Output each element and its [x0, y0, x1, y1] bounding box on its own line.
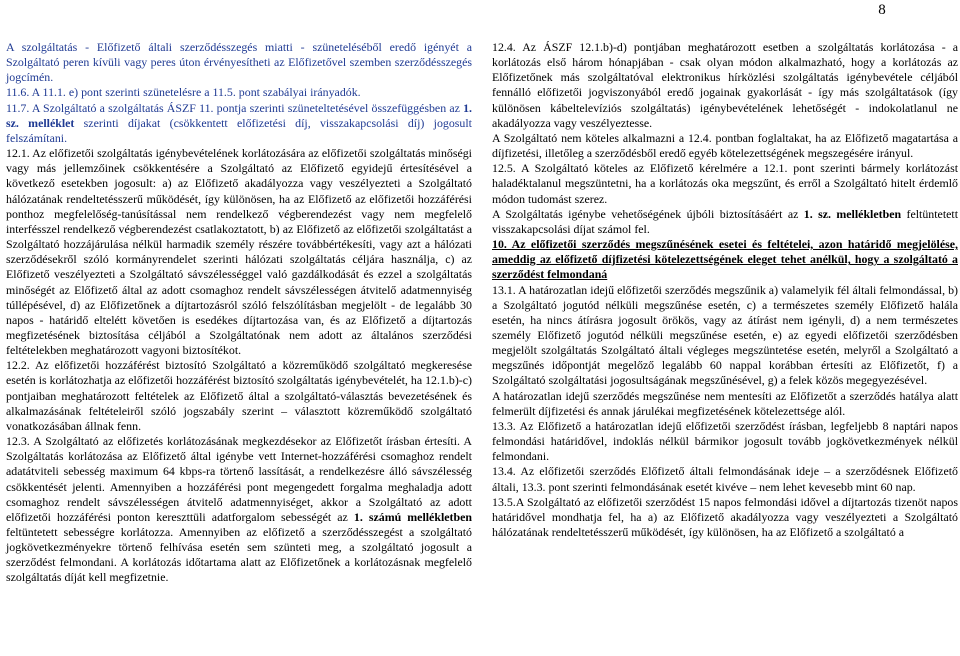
- right-paragraph-reconnection-fee: [492, 207, 958, 237]
- annex-1-fee-reference: 1. sz. mellékletben: [803, 206, 902, 221]
- reconnection-text-c: feltüntetett visszakapcsolási díjat számol fel.: [492, 206, 959, 236]
- left-column: [6, 40, 472, 586]
- left-paragraph-12-3: [6, 434, 472, 586]
- annex-1-reference: 1. sz. melléklet: [6, 100, 472, 130]
- p-11-7-text-a: 11.7. A Szolgáltató a szolgáltatás ÁSZF 11. pontja szerinti szüneteltetésével összefüggésben az: [6, 100, 464, 115]
- left-paragraph-11-7: [6, 101, 472, 146]
- reconnection-text-a: A Szolgáltatás igénybe vehetőségének újbóli biztosításáért az: [492, 206, 804, 221]
- p-11-7-text-c: szerinti díjakat (csökkentett előfizetési díj, visszakapcsolási díj) jogosult felszámítani.: [6, 115, 472, 145]
- right-paragraph-13-2: A határozatlan idejű szerződés megszűnése nem mentesíti az Előfizetőt a szerződés hatálya alatt felmerült díjfizetési és annak járulékai megfizetésének kötelezettsége alól.: [492, 388, 958, 418]
- right-paragraph-12-4: 12.4. Az ÁSZF 12.1.b)-d) pontjában meghatározott esetben a szolgáltatás korlátozása - a korlátozás első három hónapjában - csak olyan módon alkalmazható, hogy a korlátozás az Előfizetőnek más szolgáltatóval elektronikus hírközlési szolgáltatás igénybevétele céljából fennálló előfizetői jogviszonyából eredő jogainak gyakorlását - így más szolgáltatások (így különösen kábeltelevíziós szolgáltatás) igénybevételének lehetőségét - indokolatlanul ne akadályozza vagy veszélyeztesse.: [492, 40, 958, 130]
- page-number: 8: [878, 2, 886, 18]
- right-paragraph-13-5: 13.5.A Szolgáltató az előfizetői szerződést 15 napos felmondási idővel a díjtartozás tizenöt napos határidővel mondhatja fel, ha a) az Előfizető akadályozza vagy veszélyezteti a Szolgáltató hálózatának rendeltetésszerű működését, így különösen, ha az Előfizető a szolgáltató a: [492, 494, 958, 539]
- right-paragraph-13-3: 13.3. Az Előfizető a határozatlan idejű előfizetői szerződést írásban, legfeljebb 8 naptári napos felmondási határidővel, indoklás nélkül bármikor jogosult tovább jogkövetkezmények nélkül felmondani.: [492, 418, 958, 464]
- annex-1-speed-reference: 1. számú mellékletben: [353, 509, 472, 524]
- right-paragraph-13-4: 13.4. Az előfizetői szerződés Előfizető általi felmondásának ideje – a szerződésnek Előfizető általi, 13.3. pont szerinti felmondásának esetét kivéve – nem lehet kevesebb mint 60 nap.: [492, 464, 958, 494]
- section-10-heading: 10. Az előfizetői szerződés megszűnésének esetei és feltételei, azon határidő megjelölése, ameddig az előfizető díjfizetési kötelezettségének eleget tehet anélkül, hogy a szolgáltató a szerződést felmondaná: [492, 237, 958, 282]
- left-paragraph-12-2: 12.2. Az előfizetői hozzáférést biztosító Szolgáltató a közreműködő szolgáltató megkeresése esetén is korlátozhatja az előfizetői hozzáférést biztosító szolgáltatás igénybevételét, ha 12.1.b)-c) pontjaiban meghatározott feltételek az Előfizető által a szolgáltató-választás bevezetésének és alkalmazásának feltételeiről szóló jogszabály szerint – választott közreműködő szolgáltató vonatkozásában állnak fenn.: [6, 358, 472, 433]
- p-12-3-text-c: feltüntetett sebességre korlátozza. Amennyiben az előfizető a szerződésszegést a szolgáltató jogkövetkezményekre törtenő felhívása esetén sem szünteti meg, a szolgáltató jogosult a szerződést felmondani. A korlátozás időtartama alatt az Előfizetőnek a korlátozásnak megfelelő szolgáltatás díját kell megfizetnie.: [6, 525, 472, 585]
- right-paragraph-12-5: 12.5. A Szolgáltató köteles az Előfizető kérelmére a 12.1. pont szerinti bármely korlátozást haladéktalanul megszüntetni, ha a korlátozás oka megszűnt, és erről a Szolgáltató hitelt érdemlő módon tudomást szerez.: [492, 161, 958, 206]
- left-paragraph-1: A szolgáltatás - Előfizető általi szerződésszegés miatti - szüneteléséből eredő igényét a Szolgáltató peren kívüli vagy peres úton érvényesítheti az Előfizetővel szemben szerződésszegés jogcímén.: [6, 40, 472, 85]
- p-12-3-text-a: 12.3. A Szolgáltató az előfizetés korlátozásának megkezdésekor az Előfizetőt írásban értesíti. A Szolgáltatás korlátozása az Előfizető által igénybe vett Internet-hozzáférési csomaghoz rendelt adatátviteli sebesség maximum 64 kbps-ra törtenő lassítását, a rendelkezésre álló sávszélesség csökkentését jelenti. Amennyiben a hozzáférési pont megengedett forgalma meghaladja adott csomaghoz rendelt sávszélességen átvitelő adatmennyiséget, akkor a Szolgáltató az adott előfizetői hozzáférési ponton kereszttüli adatforgalom sebességét az: [6, 434, 472, 524]
- right-paragraph-12-4-exception: A Szolgáltató nem köteles alkalmazni a 12.4. pontban foglaltakat, ha az Előfizető magatartása a díjfizetési, illetőleg a szerződésből eredő egyéb kötelezettségének megszegésére irányul.: [492, 130, 958, 161]
- right-column: [492, 40, 958, 540]
- right-paragraph-13-1: 13.1. A határozatlan idejű előfizetői szerződés megszűnik a) valamelyik fél általi felmondással, b) a Szolgáltató jogutód nélküli megszűnése esetén, c) a természetes személy Előfizető halála esetén, ha nincs átírásra jogosult örökös, vagy az átírást nem igényli, d) a nem természetes személy Előfizető jogutód nélküli megszűnése esetén, e) az egyedi előfizetői szerződésben megjelölt szolgáltatás Szolgáltató általi végleges megszüntetése esetén, melyről a Szolgáltató a megszűnés időpontját megelőző legalább 60 nappal korábban értesíti az Előfizetőt, f) a Szolgáltató szolgáltatási jogosultságának megszűnésével, g) a felek közös megegyezésével.: [492, 282, 958, 388]
- left-paragraph-12-1: 12.1. Az előfizetői szolgáltatás igénybevételének korlátozására az előfizetői szolgáltatás minőségi vagy más jellemzőinek csökkentésére a Szolgáltató az Előfizető egyidejű értesítésével a következő esetekben jogosult: a) az Előfizető akadályozza vagy veszélyezteti a Szolgáltató hálózatának rendeltetésszerű működését, így különösen, ha az Előfizető az előfizetői hozzáférési ponthoz megfelelőség-tanúsítással nem rendelkező végberendezést vagy nem megfelelő interfésszel rendelkező végberendezést csatlakoztatott, b) az Előfizető az előfizetői szolgáltatást a Szolgáltató hozzájárulása nélkül harmadik személy részére továbbértékesíti, vagy azt a hálózati szerződésekről szóló kormányrendelet szerinti hálózati szolgáltatás céljára használja, c) az Előfizető veszélyezteti a Szolgáltató sávszélességgel való gazdálkodását és ezzel a szolgáltatás minőségét az Előfizető által az adott csomaghoz rendelt sávszélességen átvitelő adatmennyiség túllépésével, d) az Előfizetőnek a díjtartozásról szóló felszólításban megjelölt - de legalább 30 napos - határidő eltelétt követően is esedékes díjtartozása van, és az Előfizető a díjtartozás megfizetésének biztosítása céljából a Szolgáltatónak nem adott az általános szerződési feltételekben meghatározott vagyoni biztosítékot.: [6, 146, 472, 358]
- left-paragraph-11-6: 11.6. A 11.1. e) pont szerinti szünetelésre a 11.5. pont szabályai irányadók.: [6, 85, 361, 100]
